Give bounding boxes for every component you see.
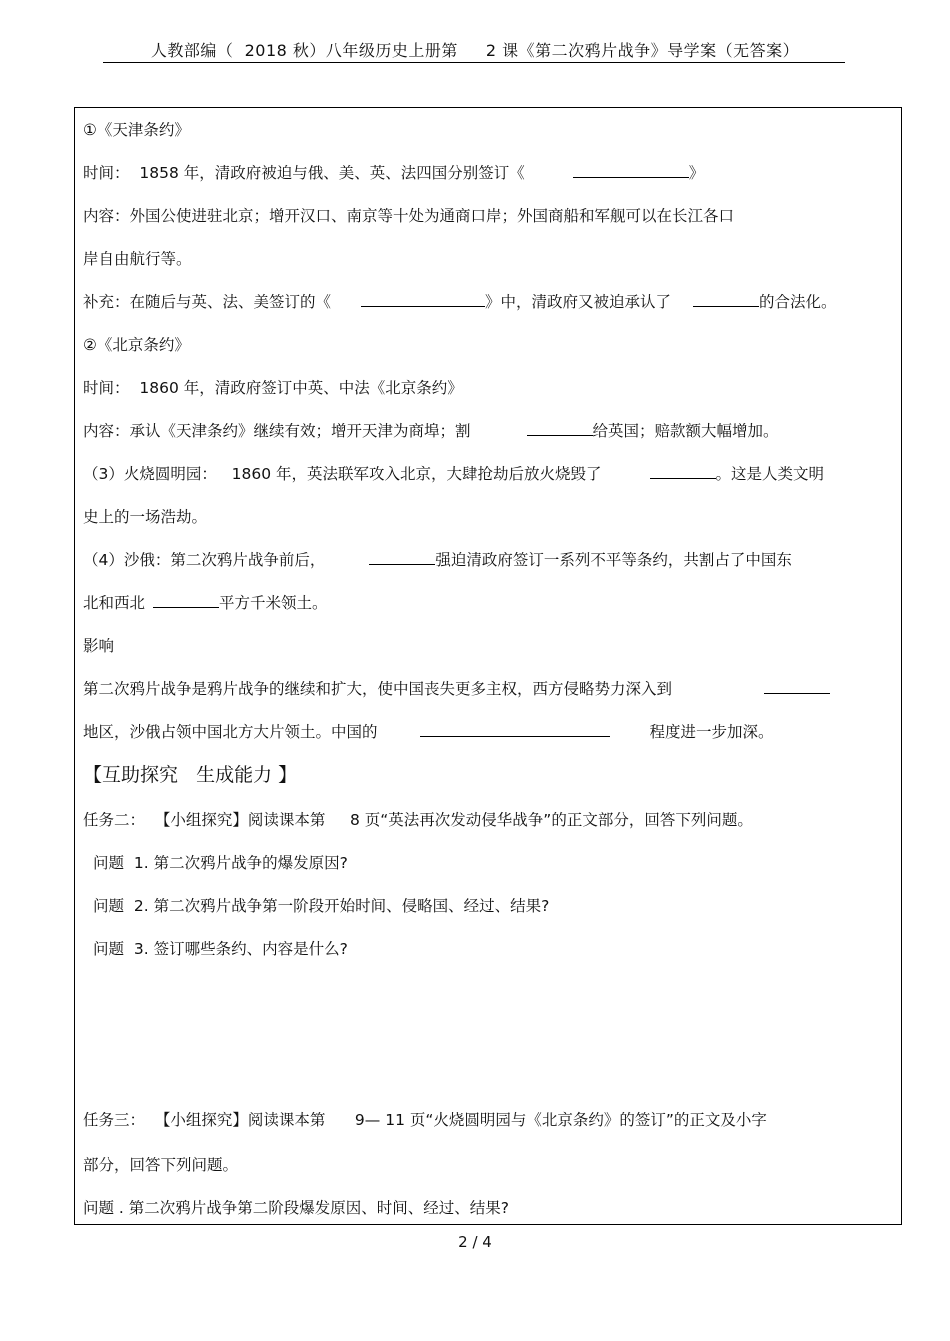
section-heading: 【互助探究 生成能力 】: [83, 764, 298, 786]
beijing-content-text-b: 给英国；赔款额大幅增加。: [592, 422, 779, 440]
treaty-tianjin-heading: ①《天津条约》: [83, 121, 190, 139]
beijing-content-text-a: 内容：承认《天津条约》继续有效；增开天津为商埠；割: [83, 422, 471, 440]
impact-line: [83, 679, 830, 699]
russia-cont-text-b: 平方千米领土。: [219, 594, 328, 612]
task-three: 任务三： 【小组探究】阅读课本第 9— 11 页“火烧圆明园与《北京条约》的签订”的正文及小字: [83, 1111, 767, 1129]
supplement-text-c: 的合法化。: [759, 293, 837, 311]
supplement-line: [83, 292, 837, 312]
fill-blank[interactable]: [764, 679, 830, 694]
fill-blank[interactable]: [693, 292, 759, 307]
russia-line: [83, 550, 792, 570]
fill-blank[interactable]: [527, 421, 593, 436]
russia-cont: [83, 593, 328, 613]
beijing-content-line: [83, 421, 779, 441]
russia-cont-text-a: 北和西北: [83, 594, 146, 612]
fill-blank[interactable]: [420, 722, 610, 737]
content-box: [74, 107, 902, 1225]
fill-blank[interactable]: [573, 163, 689, 178]
impact-cont: [83, 722, 774, 742]
burning-line: [83, 464, 824, 484]
burning-text-b: 。这是人类文明: [715, 465, 825, 483]
page-number: 2 / 4: [458, 1233, 492, 1251]
impact-heading: 影响: [83, 637, 115, 655]
tianjin-content-cont: 岸自由航行等。: [83, 250, 192, 268]
supplement-text-b: 》中，清政府又被迫承认了: [485, 293, 672, 311]
task-two: 任务二： 【小组探究】阅读课本第 8 页“英法再次发动侵华战争”的正文部分，回答下列问题。: [83, 811, 753, 829]
beijing-time-line: 时间： 1860 年，清政府签订中英、中法《北京条约》: [83, 379, 463, 397]
question-four: 问题 . 第二次鸦片战争第二阶段爆发原因、时间、经过、结果?: [83, 1199, 510, 1217]
treaty-beijing-heading: ②《北京条约》: [83, 336, 190, 354]
task-three-cont: 部分，回答下列问题。: [83, 1156, 239, 1174]
burning-cont: 史上的一场浩劫。: [83, 508, 208, 526]
russia-text-b: 强迫清政府签订一系列不平等条约，共割占了中国东: [435, 551, 792, 569]
russia-text-a: （4）沙俄：第二次鸦片战争前后，: [83, 551, 326, 569]
impact-cont-text-b: 程度进一步加深。: [649, 723, 774, 741]
page-header: 人教部编（ 2018 秋）八年级历史上册第 2 课《第二次鸦片战争》导学案（无答案）: [150, 41, 800, 60]
question-one: 问题 1. 第二次鸦片战争的爆发原因?: [93, 854, 348, 872]
tianjin-time-line: [83, 163, 704, 183]
tianjin-time-text: 时间： 1858 年，清政府被迫与俄、美、英、法四国分别签订《: [83, 164, 525, 182]
fill-blank[interactable]: [361, 292, 485, 307]
impact-text: 第二次鸦片战争是鸦片战争的继续和扩大，使中国丧失更多主权，西方侵略势力深入到: [83, 680, 673, 698]
tianjin-content-line: 内容：外国公使进驻北京；增开汉口、南京等十处为通商口岸；外国商船和军舰可以在长江各口: [83, 207, 735, 225]
question-two: 问题 2. 第二次鸦片战争第一阶段开始时间、侵略国、经过、结果?: [93, 897, 550, 915]
fill-blank[interactable]: [153, 593, 219, 608]
burning-text-a: （3）火烧圆明园： 1860 年，英法联军攻入北京，大肆抢劫后放火烧毁了: [83, 465, 602, 483]
fill-blank[interactable]: [369, 550, 435, 565]
fill-blank[interactable]: [650, 464, 716, 479]
impact-cont-text-a: 地区，沙俄占领中国北方大片领土。中国的: [83, 723, 378, 741]
supplement-text-a: 补充：在随后与英、法、美签订的《: [83, 293, 332, 311]
tianjin-time-close: 》: [688, 164, 705, 182]
header-rule: [103, 62, 845, 63]
question-three: 问题 3. 签订哪些条约、内容是什么?: [93, 940, 348, 958]
